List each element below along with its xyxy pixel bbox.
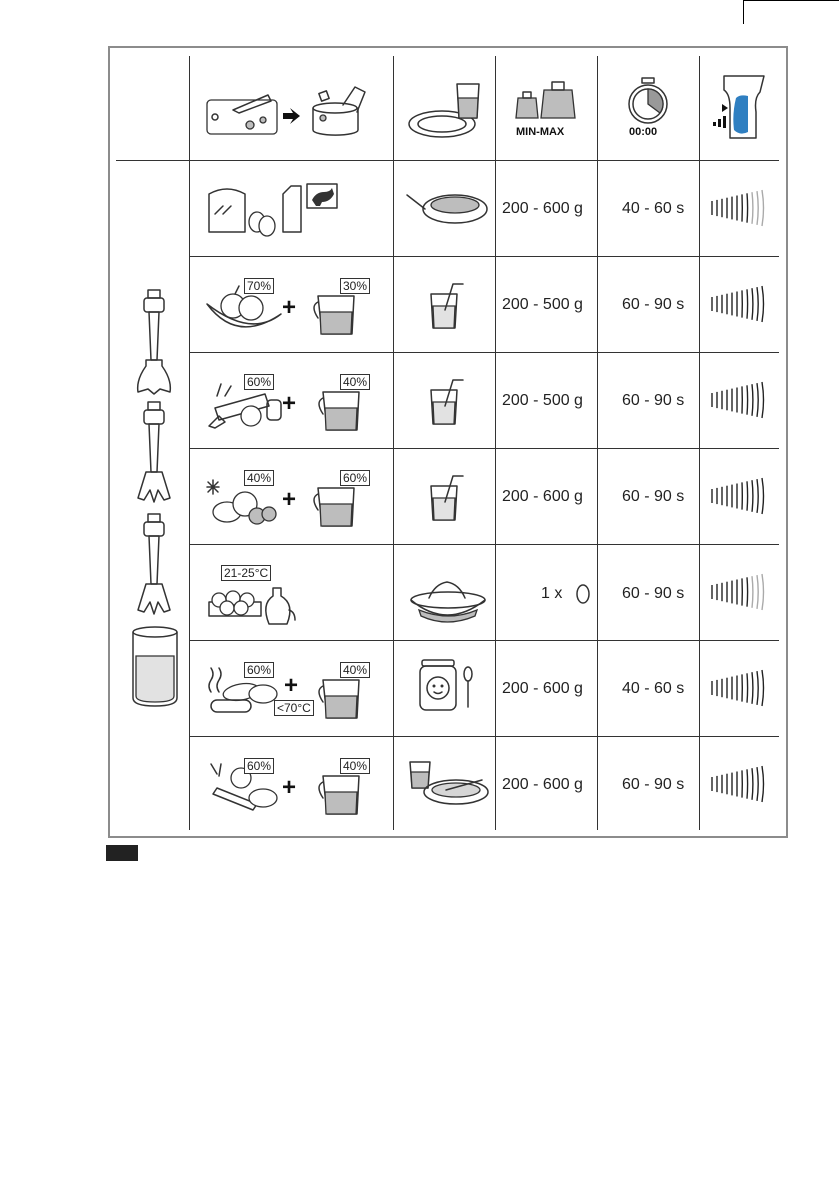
whisk-foot-icon (134, 514, 174, 624)
speed-bar (747, 673, 748, 702)
universal-blade-icon (134, 402, 174, 512)
speed-indicator-icon (710, 188, 770, 228)
blender-foot-icon (134, 290, 174, 400)
plus-icon: + (284, 672, 299, 699)
pancake-pan-icon (405, 185, 490, 235)
smoothie-glass-icon (425, 472, 470, 522)
weight-value: 200 - 600 g (502, 488, 583, 505)
serving-icon (405, 82, 485, 142)
speed-bar (747, 385, 748, 414)
time-value: 40 - 60 s (622, 200, 685, 217)
row-divider (190, 640, 779, 641)
weight-value: 200 - 500 g (502, 296, 583, 313)
weight-value: 200 - 500 g (502, 392, 583, 409)
temperature-label: <70°C (274, 700, 314, 716)
speed-bar (762, 286, 764, 322)
temperature-label: 21-25°C (221, 565, 271, 581)
liquid-percentage: 40% (340, 374, 370, 390)
speed-bar (752, 480, 753, 512)
speed-bar (752, 192, 753, 224)
speed-bar (757, 287, 758, 321)
speed-bar (762, 190, 764, 226)
measuring-jug-icon (315, 772, 375, 818)
timer-label: 00:00 (629, 126, 658, 138)
time-value: 40 - 60 s (622, 680, 685, 697)
baby-food-icon (418, 658, 478, 714)
weight-range-label: MIN-MAX (516, 126, 565, 138)
vegetable-percentage: 60% (244, 662, 274, 678)
smoothie-glass-icon (425, 280, 470, 330)
header-divider (116, 160, 779, 161)
weight-value: 1 x (541, 585, 563, 602)
speed-indicator-icon (710, 668, 770, 708)
speed-bar (757, 767, 758, 801)
eggs-oil-icon (205, 580, 305, 626)
speed-bar (747, 289, 748, 318)
measuring-jug-icon (315, 676, 375, 722)
speed-setting-icon (710, 74, 770, 140)
smoothie-glass-icon (425, 376, 470, 426)
speed-bar (762, 478, 764, 514)
speed-bar (762, 382, 764, 418)
speed-bar (762, 766, 764, 802)
vegetable-percentage: 60% (244, 758, 274, 774)
egg-icon (575, 583, 591, 605)
time-value: 60 - 90 s (622, 296, 685, 313)
speed-bar (762, 574, 764, 610)
liquid-percentage: 40% (340, 758, 370, 774)
plus-icon: + (282, 390, 297, 417)
row-divider (190, 544, 779, 545)
liquid-percentage: 60% (340, 470, 370, 486)
speed-bar (752, 768, 753, 800)
weight-value: 200 - 600 g (502, 200, 583, 217)
liquid-percentage: 30% (340, 278, 370, 294)
liquid-percentage: 40% (340, 662, 370, 678)
speed-bar (757, 383, 758, 417)
time-value: 60 - 90 s (622, 585, 685, 602)
speed-bar (747, 577, 748, 606)
grid-line (495, 56, 496, 830)
mayonnaise-icon (405, 572, 490, 626)
crop-mark-side (743, 0, 744, 24)
speed-bar (757, 575, 758, 609)
weight-value: 200 - 600 g (502, 680, 583, 697)
crop-mark-top (744, 0, 839, 1)
measuring-jug-icon (310, 292, 370, 338)
speed-bar (752, 384, 753, 416)
speed-indicator-icon (710, 764, 770, 804)
speed-indicator-icon (710, 476, 770, 516)
vegetable-percentage: 60% (244, 374, 274, 390)
speed-bar (747, 769, 748, 798)
speed-indicator-icon (710, 284, 770, 324)
speed-indicator-icon (710, 380, 770, 420)
speed-bar (757, 479, 758, 513)
speed-bar (757, 671, 758, 705)
measuring-jug-icon (310, 484, 370, 530)
measuring-jug-icon (315, 388, 375, 434)
speed-indicator-icon (710, 572, 770, 612)
language-tab (106, 845, 138, 861)
recipe-table-frame (108, 46, 788, 838)
speed-bar (757, 191, 758, 225)
mixing-beaker-icon (128, 626, 182, 708)
grid-line (597, 56, 598, 830)
grid-line (699, 56, 700, 830)
time-value: 60 - 90 s (622, 392, 685, 409)
speed-bar (762, 670, 764, 706)
time-value: 60 - 90 s (622, 488, 685, 505)
soup-bowl-icon (406, 760, 491, 810)
timer-icon (624, 76, 672, 126)
row-divider (190, 352, 779, 353)
plus-icon: + (282, 486, 297, 513)
plus-icon: + (282, 774, 297, 801)
speed-bar (747, 481, 748, 510)
row-divider (190, 256, 779, 257)
plus-icon: + (282, 294, 297, 321)
speed-bar (752, 672, 753, 704)
berries-percentage: 40% (244, 470, 274, 486)
weight-value: 200 - 600 g (502, 776, 583, 793)
fruit-percentage: 70% (244, 278, 274, 294)
grid-line (189, 56, 190, 830)
speed-bar (747, 193, 748, 222)
time-value: 60 - 90 s (622, 776, 685, 793)
speed-bar (752, 288, 753, 320)
preparation-icon (205, 80, 375, 140)
pancake-ingredients-icon (205, 182, 345, 238)
speed-bar (752, 576, 753, 608)
row-divider (190, 736, 779, 737)
grid-line (393, 56, 394, 830)
weight-icon (514, 80, 584, 126)
row-divider (190, 448, 779, 449)
